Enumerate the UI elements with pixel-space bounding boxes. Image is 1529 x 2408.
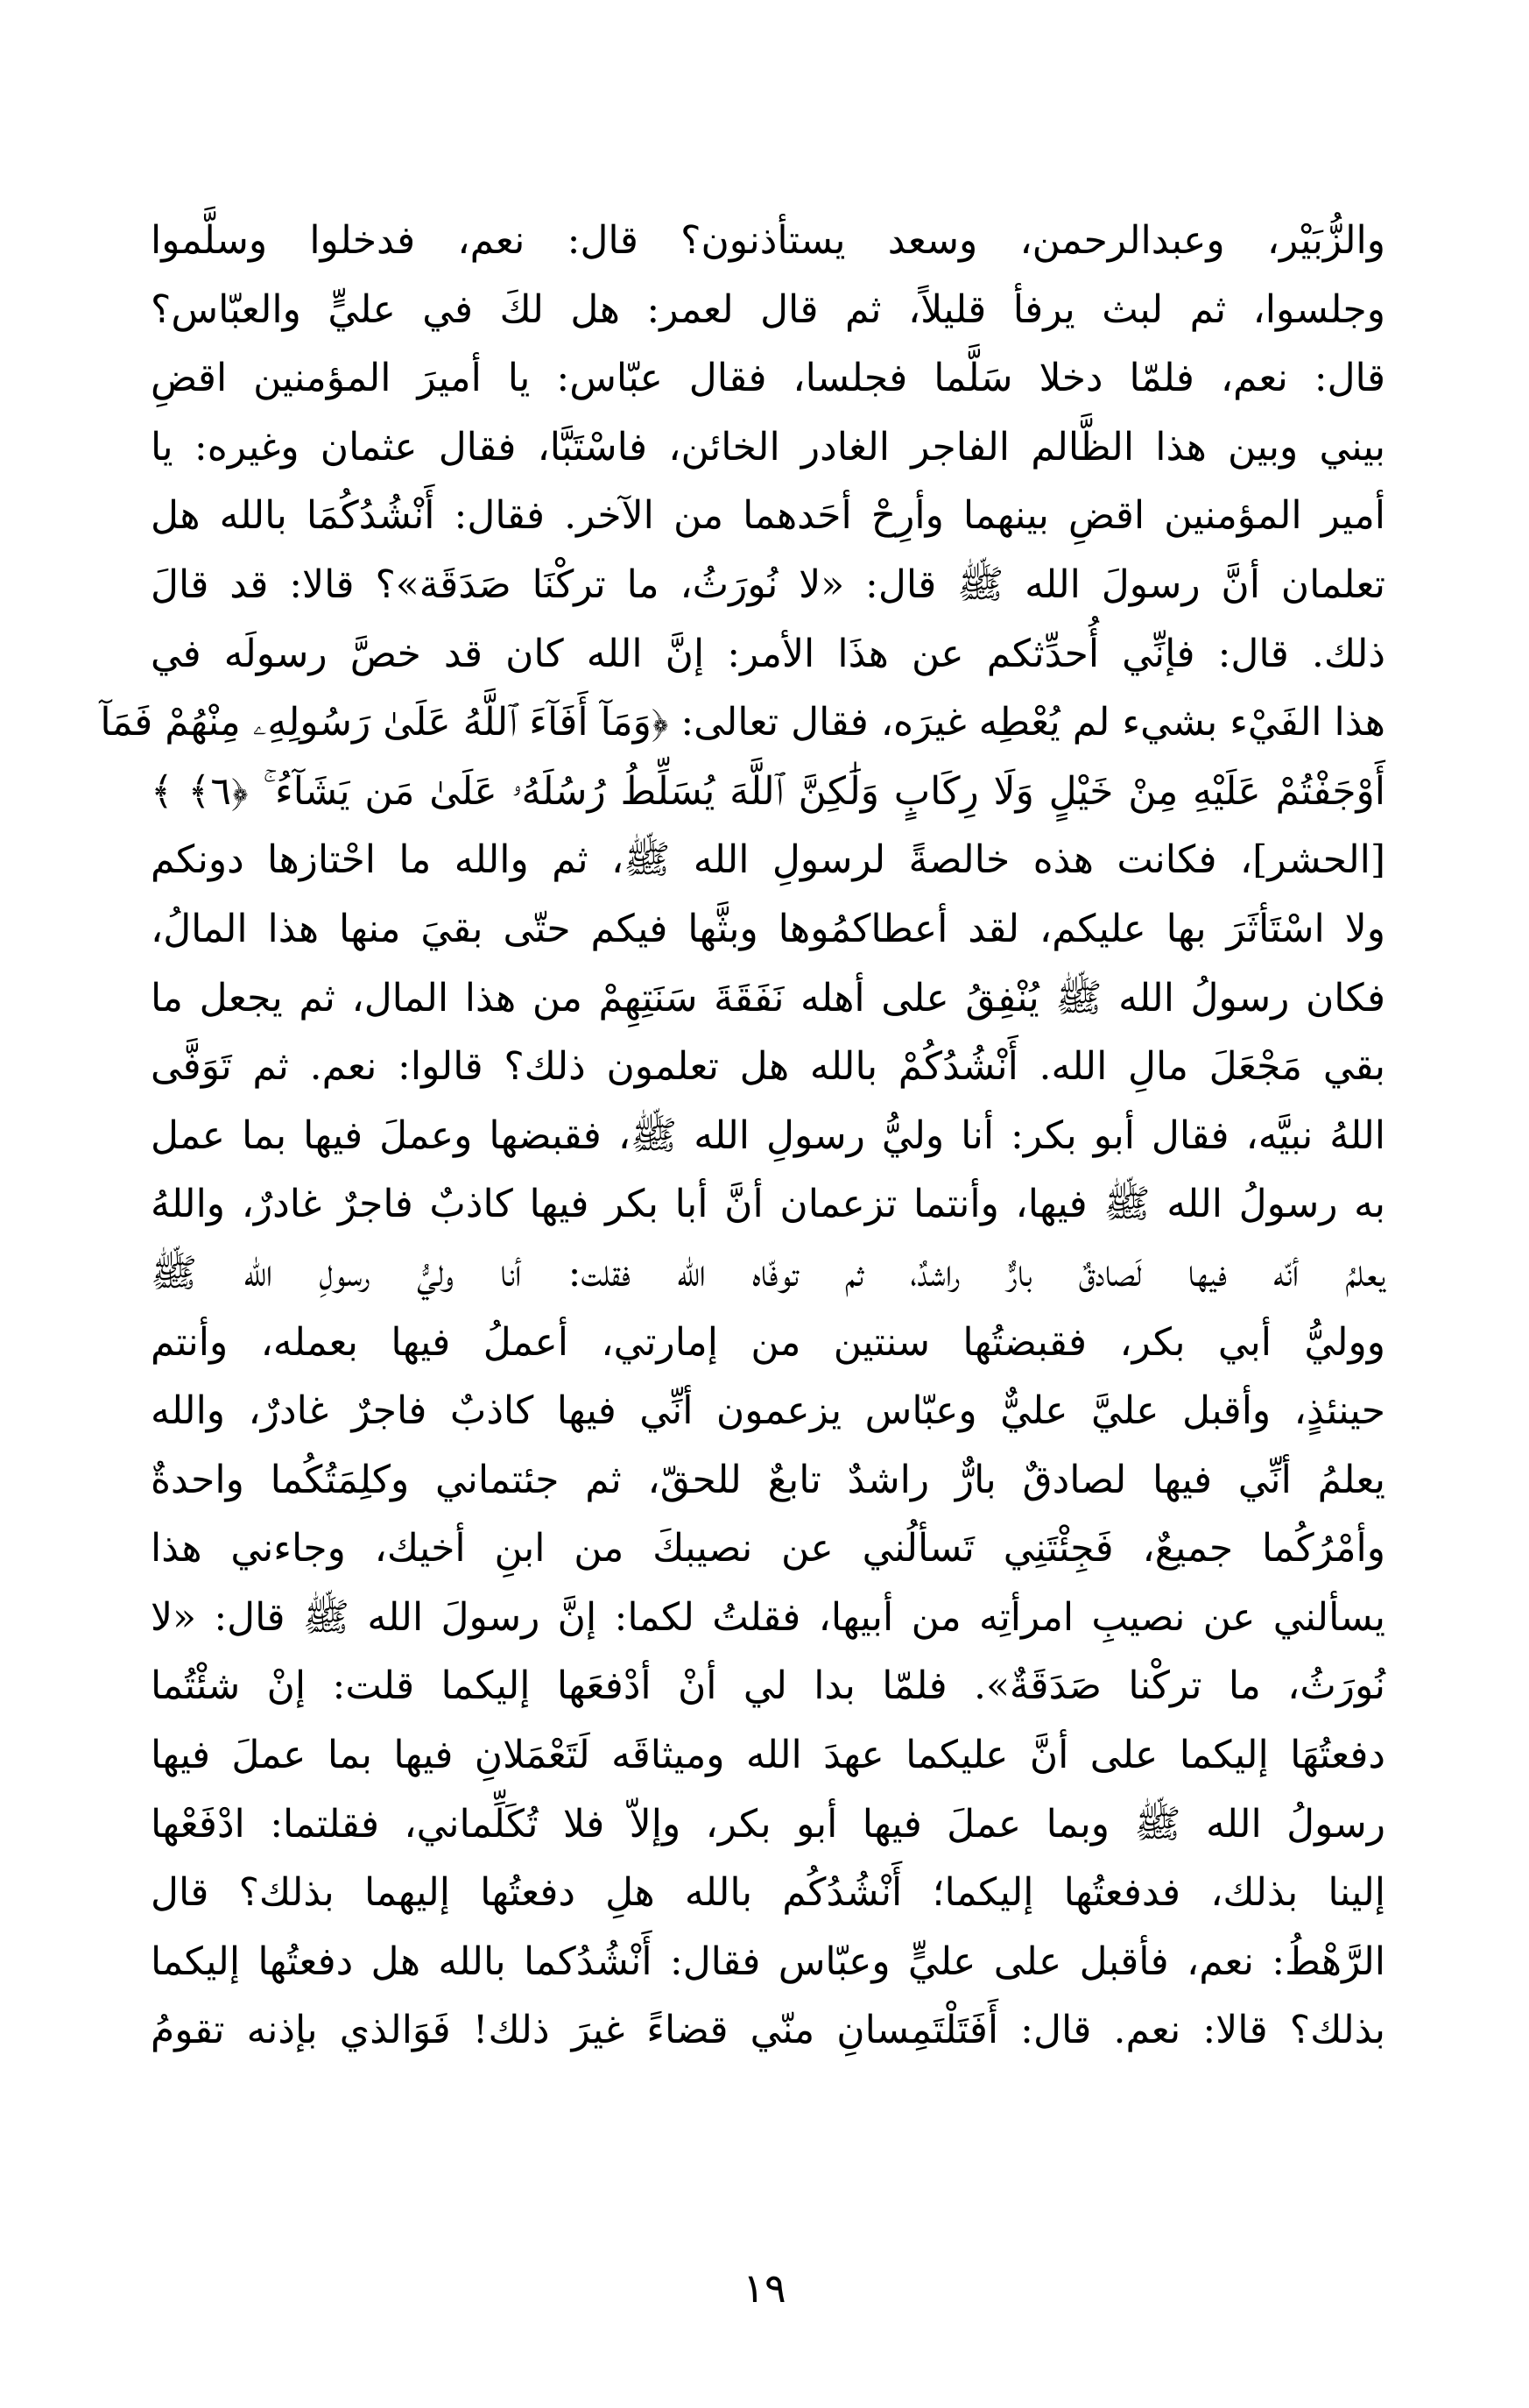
text-line: ذلك. قال: فإنِّي أُحدِّثكم عن هذَا الأمر: إنَّ الله كان قد خصَّ رسولَه في (151, 631, 1385, 676)
text-line: والزُّبَيْر، وعبدالرحمن، وسعد يستأذنون؟ قال: نعم، فدخلوا وسلَّموا (151, 218, 1385, 263)
text-line: هذا الفَيْء بشيء لم يُعْطِه غيرَه، فقال تعالى: ﴿وَمَآ أَفَآءَ ٱللَّهُ عَلَىٰ رَسُولِهِۦ مِنْهُمْ فَمَآ (100, 700, 1385, 745)
text-line: أَوْجَفْتُمْ عَلَيْهِ مِنْ خَيْلٍ وَلَا رِكَابٍ وَلَٰكِنَّ ٱللَّهَ يُسَلِّطُ رُسُلَهُۥ عَلَىٰ مَن يَشَآءُ ۚ ﴿٦﴾ ﴾ (151, 768, 1385, 814)
text-line: فكان رسولُ الله ﷺ يُنْفِقُ على أهله نَفَقَةَ سَنَتِهِمْ من هذا المال، ثم يجعل ما (151, 975, 1385, 1020)
text-line: اللهُ نبيَّه، فقال أبو بكر: أنا وليُّ رسولِ الله ﷺ، فقبضها وعملَ فيها بما عمل (151, 1112, 1385, 1158)
text-line: دفعتُهَا إليكما على أنَّ عليكما عهدَ الله وميثاقَه لَتَعْمَلانِ فيها بما عملَ فيها (151, 1733, 1385, 1778)
text-line: رسولُ الله ﷺ وبما عملَ فيها أبو بكر، وإلاّ فلا تُكَلِّماني، فقلتما: ادْفَعْها (151, 1801, 1385, 1847)
text-line: وجلسوا، ثم لبث يرفأ قليلاً، ثم قال لعمر: هل لكَ في عليٍّ والعبّاس؟ (151, 286, 1385, 332)
text-line: بقي مَجْعَلَ مالِ الله. أَنْشُدُكُمْ بالله هل تعلمون ذلك؟ قالوا: نعم. ثم تَوَفَّى (151, 1044, 1385, 1090)
text-line: حينئذٍ، وأقبل عليَّ عليٌّ وعبّاس يزعمون أنِّي فيها كاذبٌ فاجرٌ غادرٌ، والله (151, 1388, 1385, 1434)
text-line: بيني وبين هذا الظَّالم الفاجر الغادر الخائن، فاسْتَبَّا، فقال عثمان وغيره: يا (151, 424, 1385, 470)
text-line: يعلمُ أنِّي فيها لصادقٌ بارٌّ راشدٌ تابعٌ للحقّ، ثم جئتماني وكلِمَتُكُما واحدةٌ (151, 1457, 1385, 1502)
text-line: تعلمان أنَّ رسولَ الله ﷺ قال: «لا نُورَثُ، ما تركْنَا صَدَقَة»؟ قالا: قد قالَ (151, 561, 1385, 607)
text-line: قال: نعم، فلمّا دخلا سَلَّما فجلسا، فقال عبّاس: يا أميرَ المؤمنين اقضِ (151, 356, 1385, 401)
text-line: الرَّهْطُ: نعم، فأقبل على عليٍّ وعبّاس فقال: أَنْشُدُكما بالله هل دفعتُها إليكما (151, 1938, 1385, 1984)
text-line: ولا اسْتَأثَرَ بها عليكم، لقد أعطاكمُوها وبثَّها فيكم حتّى بقيَ منها هذا المالُ، (151, 906, 1385, 951)
text-line: به رسولُ الله ﷺ فيها، وأنتما تزعمان أنَّ أبا بكر فيها كاذبٌ فاجرٌ غادرٌ، واللهُ (151, 1182, 1385, 1227)
text-line: وأمْرُكُما جميعٌ، فَجِئْتَنِي تَسألُني عن نصيبكَ من ابنِ أخيك، وجاءني هذا (151, 1526, 1385, 1571)
text-line: [الحشر]، فكانت هذه خالصةً لرسولِ الله ﷺ، ثم والله ما احْتازها دونكم (151, 837, 1385, 883)
text-line: يسألني عن نصيبِ امرأتِه من أبيها، فقلتُ لكما: إنَّ رسولَ الله ﷺ قال: «لا (151, 1594, 1385, 1640)
page-number: ١٩ (743, 2264, 786, 2312)
text-line: يعلمُ أنّه فيها لَصادقٌ بارٌّ راشدٌ، ثم توفّاه الله فقلت: أنا وليُّ رسولِ الله ﷺ (151, 1250, 1385, 1296)
text-line: ووليُّ أبي بكر، فقبضتُها سنتين من إمارتي، أعملُ فيها بعمله، وأنتم (151, 1319, 1385, 1365)
text-line: أمير المؤمنين اقضِ بينهما وأرِحْ أحَدهما من الآخر. فقال: أَنْشُدُكُمَا بالله هل (151, 493, 1385, 539)
text-line: نُورَثُ، ما تركْنا صَدَقَةٌ». فلمّا بدا لي أنْ أدْفعَها إليكما قلت: إنْ شئْتُما (151, 1663, 1385, 1709)
text-line: بذلك؟ قالا: نعم. قال: أَفَتَلْتَمِسانِ منّي قضاءً غيرَ ذلك! فَوَالذي بإذنه تقومُ (151, 2008, 1385, 2053)
text-line: إلينا بذلك، فدفعتُها إليكما؛ أَنْشُدُكُم بالله هلِ دفعتُها إليهما بذلك؟ قال (151, 1870, 1386, 1916)
page-body-text (100, 207, 1386, 2066)
